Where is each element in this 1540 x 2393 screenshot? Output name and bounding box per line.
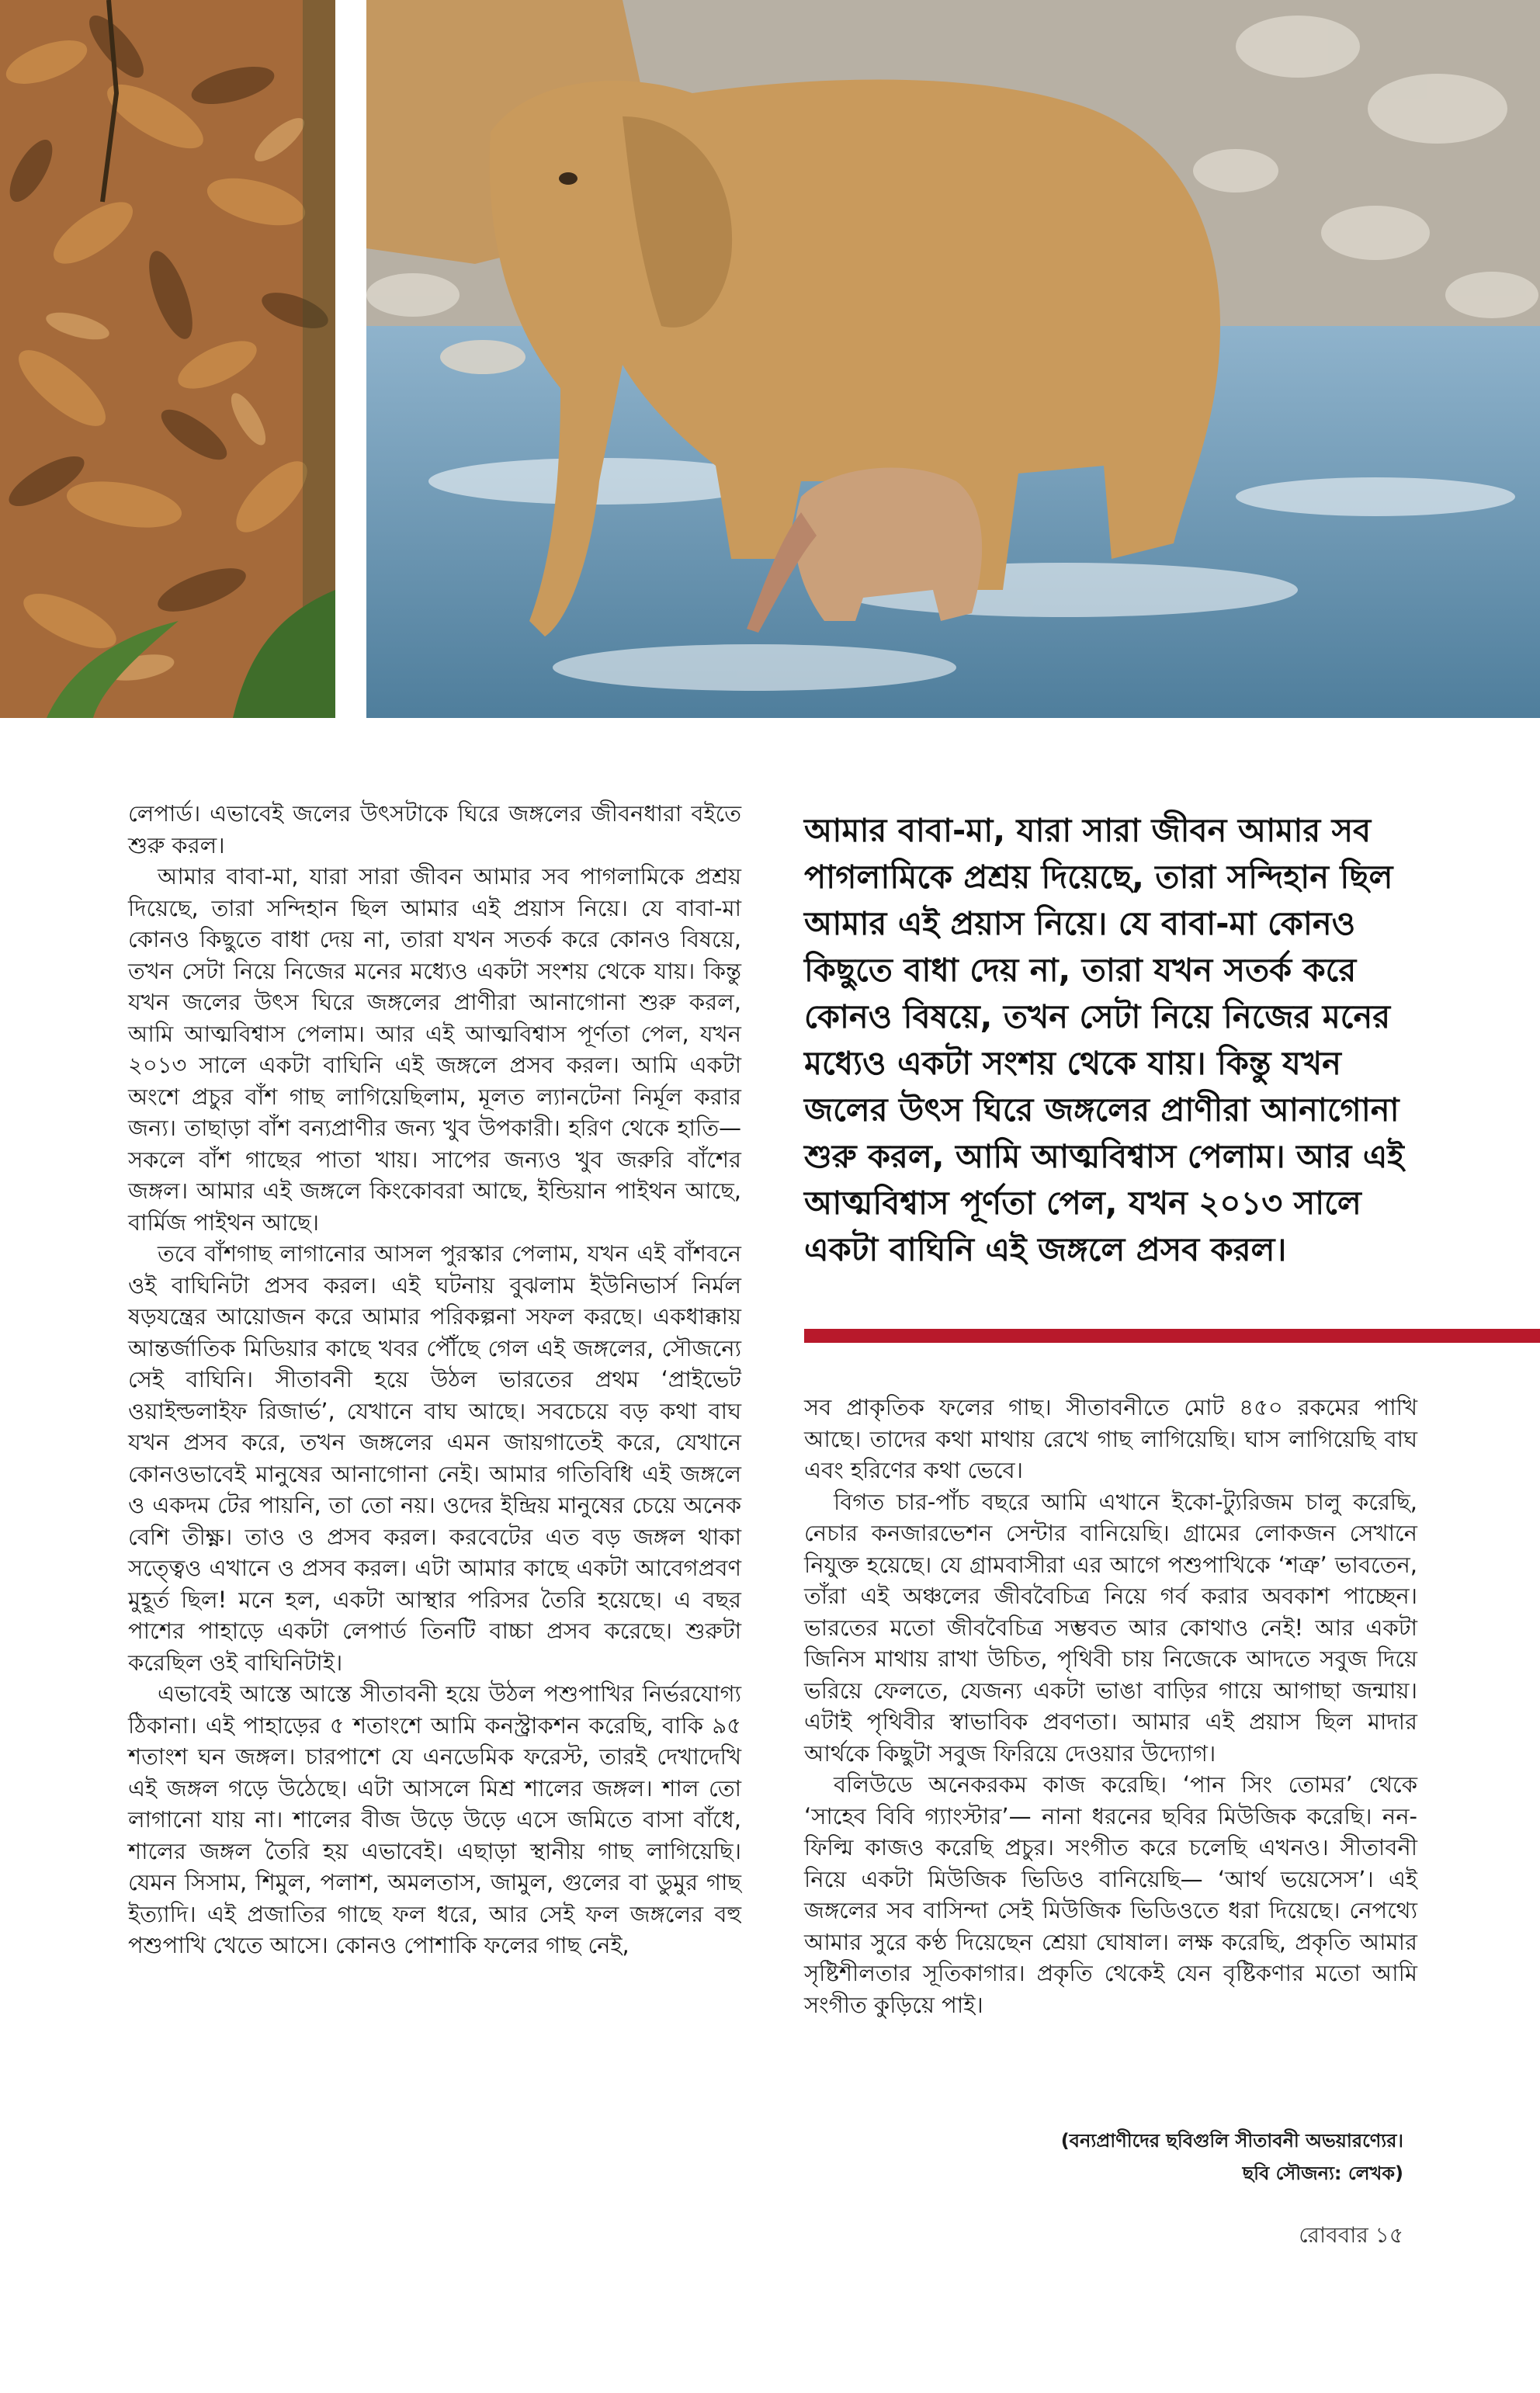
article-right-column [804, 1392, 1417, 2020]
photo-credit-line: (বন্যপ্রাণীদের ছবিগুলি সীতাবনী অভয়ারণ্যের। [1060, 2130, 1403, 2152]
article-left-column [128, 798, 741, 1961]
forest-floor-photo [0, 0, 335, 718]
paragraph: তবে বাঁশগাছ লাগানোর আসল পুরস্কার পেলাম, যখন এই বাঁশবনে ওই বাঘিনিটা প্রসব করল। এই ঘটনায় বুঝলাম ইউনিভার্স নির্মল ষড়যন্ত্রের আয়োজন করে আমার পরিকল্পনা সফল করছে। একধাক্কায় আন্তর্জাতিক মিডিয়ার কাছে খবর পৌঁছে গেল এই জঙ্গলের, সৌজন্যে সেই বাঘিনি। সীতাবনী হয়ে উঠল ভারতের প্রথম ‘প্রাইভেট ওয়াইল্ডলাইফ রিজার্ভ’, যেখানে বাঘ আছে। সবচেয়ে বড় কথা বাঘ যখন প্রসব করে, তখন জঙ্গলের এমন জায়গাতেই করে, যেখানে কোনওভাবেই মানুষের আনাগোনা নেই। আমার গতিবিধি এই জঙ্গলে ও একদম টের পায়নি, তা তো নয়। ওদের ইন্দ্রিয় মানুষের চেয়ে অনেক বেশি তীক্ষ্ণ। তাও ও প্রসব করল। করবেটের এত বড় জঙ্গল থাকা সত্ত্বেও এখানে ও প্রসব করল। এটা আমার কাছে একটা আবেগপ্রবণ মুহূর্ত ছিল! মনে হল, একটা আস্থার পরিসর তৈরি হয়েছে। এ বছর পাশের পাহাড়ে একটা লেপার্ড তিনটি বাচ্চা প্রসব করেছে। শুরুটা করেছিল ওই বাঘিনিটাই। [128, 1240, 741, 1676]
paragraph: বিগত চার-পাঁচ বছরে আমি এখানে ইকো-ট্যুরিজম চালু করেছি, নেচার কনজারভেশন সেন্টার বানিয়েছি। গ্রামের লোকজন সেখানে নিযুক্ত হয়েছে। যে গ্রামবাসীরা এর আগে পশুপাখিকে ‘শত্রু’ ভাবতেন, তাঁরা এই অঞ্চলের জীববৈচিত্র নিয়ে গর্ব করার অবকাশ পাচ্ছেন। ভারতের মতো জীববৈচিত্র সম্ভবত আর কোথাও নেই! আর একটা জিনিস মাথায় রাখা উচিত, পৃথিবী চায় নিজেকে আদতে সবুজ দিয়ে ভরিয়ে ফেলতে, যেজন্য একটা ভাঙা বাড়ির গায়ে আগাছা জন্মায়। এটাই পৃথিবীর স্বাভাবিক প্রবণতা। আমার এই প্রয়াস ছিল মাদার আর্থকে কিছুটা সবুজ ফিরিয়ে দেওয়ার উদ্যোগ। [804, 1488, 1417, 1767]
paragraph: বলিউডে অনেকরকম কাজ করেছি। ‘পান সিং তোমর’ থেকে ‘সাহেব বিবি গ্যাংস্টার’— নানা ধরনের ছবির মিউজিক করেছি। নন-ফিল্মি কাজও করেছি প্রচুর। সংগীত করে চলেছি এখনও। সীতাবনী নিয়ে একটা মিউজিক ভিডিও বানিয়েছি— ‘আর্থ ভয়েসেস’। এই জঙ্গলের সব বাসিন্দা সেই মিউজিক ভিডিওতে ধরা দিয়েছে। নেপথ্যে আমার সুরে কণ্ঠ দিয়েছেন শ্রেয়া ঘোষাল। লক্ষ করেছি, প্রকৃতি আমার সৃষ্টিশীলতার সূতিকাগার। প্রকৃতি থেকেই যেন বৃষ্টিকণার মতো আমি সংগীত কুড়িয়ে পাই। [804, 1771, 1417, 2018]
page-footer: রোববার ১৫ [1299, 2222, 1403, 2248]
photo-credit-line: ছবি সৌজন্য: লেখক) [1242, 2162, 1403, 2184]
paragraph: সব প্রাকৃতিক ফলের গাছ। সীতাবনীতে মোট ৪৫০ রকমের পাখি আছে। তাদের কথা মাথায় রেখে গাছ লাগিয়েছি। ঘাস লাগিয়েছি বাঘ এবং হরিণের কথা ভেবে। [804, 1394, 1417, 1483]
divider-rule [804, 1329, 1540, 1343]
paragraph: লেপার্ড। এভাবেই জলের উৎসটাকে ঘিরে জঙ্গলের জীবনধারা বইতে শুরু করল। [128, 800, 741, 858]
paragraph: এভাবেই আস্তে আস্তে সীতাবনী হয়ে উঠল পশুপাখির নির্ভরযোগ্য ঠিকানা। এই পাহাড়ের ৫ শতাংশে আমি কনস্ট্রাকশন করেছি, বাকি ৯৫ শতাংশ ঘন জঙ্গল। চারপাশে যে এনডেমিক ফরেস্ট, তারই দেখাদেখি এই জঙ্গল গড়ে উঠেছে। এটা আসলে মিশ্র শালের জঙ্গল। শাল তো লাগানো যায় না। শালের বীজ উড়ে উড়ে এসে জমিতে বাসা বাঁধে, শালের জঙ্গল তৈরি হয় এভাবেই। এছাড়া স্থানীয় গাছ লাগিয়েছি। যেমন সিসাম, শিমুল, পলাশ, অমলতাস, জামুল, গুলের বা ডুমুর গাছ ইত্যাদি। এই প্রজাতির গাছে ফল ধরে, আর সেই ফল জঙ্গলের বহু পশুপাখি খেতে আসে। কোনও পোশাকি ফলের গাছ নেই, [128, 1680, 741, 1958]
pull-quote: আমার বাবা-মা, যারা সারা জীবন আমার সব পাগলামিকে প্রশ্রয় দিয়েছে, তারা সন্দিহান ছিল আমার এই প্রয়াস নিয়ে। যে বাবা-মা কোনও কিছুতে বাধা দেয় না, তারা যখন সতর্ক করে কোনও বিষয়ে, তখন সেটা নিয়ে নিজের মনের মধ্যেও একটা সংশয় থেকে যায়। কিন্তু যখন জলের উৎস ঘিরে জঙ্গলের প্রাণীরা আনাগোনা শুরু করল, আমি আত্মবিশ্বাস পেলাম। আর এই আত্মবিশ্বাস পূর্ণতা পেল, যখন ২০১৩ সালে একটা বাঘিনি এই জঙ্গলে প্রসব করল। [804, 811, 1404, 1268]
paragraph: আমার বাবা-মা, যারা সারা জীবন আমার সব পাগলামিকে প্রশ্রয় দিয়েছে, তারা সন্দিহান ছিল আমার এই প্রয়াস নিয়ে। যে বাবা-মা কোনও কিছুতে বাধা দেয় না, তারা যখন সতর্ক করে কোনও বিষয়ে, তখন সেটা নিয়ে নিজের মনের মধ্যেও একটা সংশয় থেকে যায়। কিন্তু যখন জলের উৎস ঘিরে জঙ্গলের প্রাণীরা আনাগোনা শুরু করল, আমি আত্মবিশ্বাস পেলাম। আর এই আত্মবিশ্বাস পূর্ণতা পেল, যখন ২০১৩ সালে একটা বাঘিনি এই জঙ্গলে প্রসব করল। আমি একটা অংশে প্রচুর বাঁশ গাছ লাগিয়েছিলাম, মূলত ল্যানটেনা নির্মূল করার জন্য। তাছাড়া বাঁশ বন্যপ্রাণীর জন্য খুব উপকারী। হরিণ থেকে হাতি— সকলে বাঁশ গাছের পাতা খায়। সাপের জন্যও খুব জরুরি বাঁশের জঙ্গল। আমার এই জঙ্গলে কিংকোবরা আছে, ইন্ডিয়ান পাইথন আছে, বার্মিজ পাইথন আছে। [128, 863, 741, 1236]
elephant-herd-photo [366, 0, 1540, 718]
